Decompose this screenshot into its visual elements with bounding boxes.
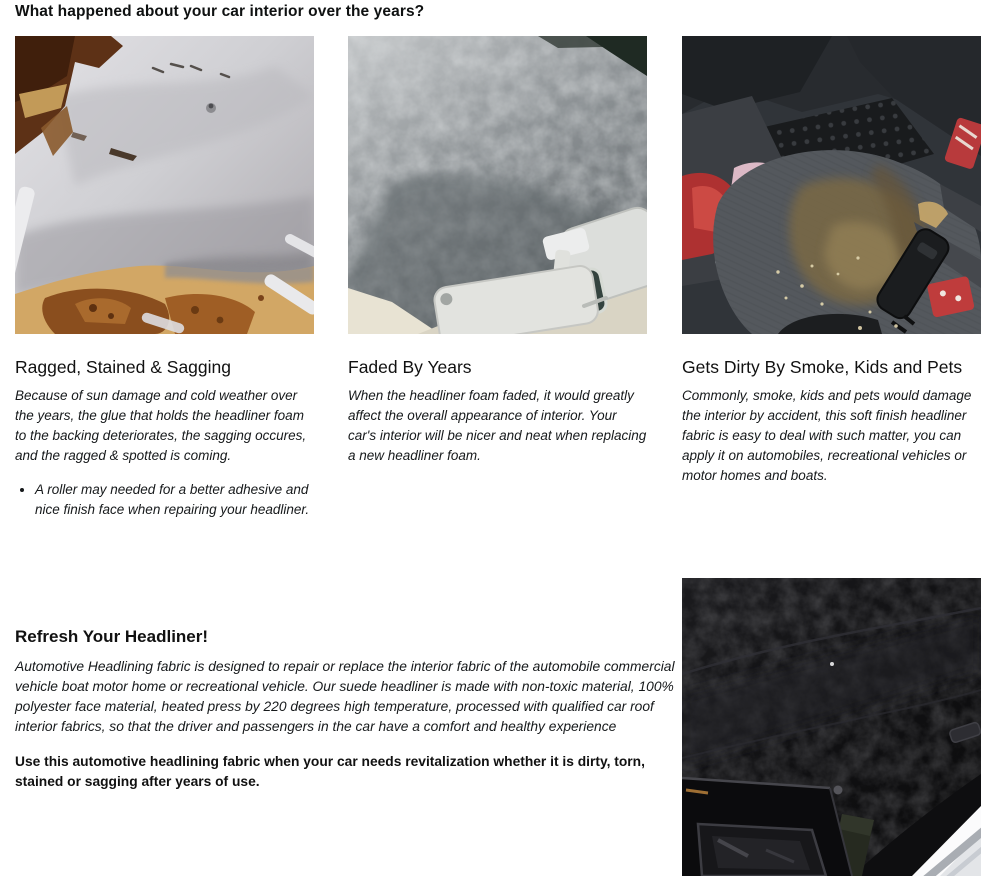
column-body: When the headliner foam faded, it would greatly affect the overall appearance of interior. Your car's interior will be nicer and neat when replacing a new headliner foam. <box>348 388 647 463</box>
black-suede-headliner-image <box>682 578 981 876</box>
bullet-item: • A roller may needed for a better adhesive and nice finish face when repairing your headliner. <box>35 480 314 520</box>
refresh-section <box>15 627 682 792</box>
column-heading: Gets Dirty By Smoke, Kids and Pets <box>682 357 963 377</box>
page-title: What happened about your car interior over the years? <box>15 3 425 20</box>
refresh-body: Automotive Headlining fabric is designed to repair or replace the interior fabric of the automobile commercial vehicle boat motor home or recreational vehicle. Our suede headliner is made with non-toxic material, 100% polyester face material, heated press by 220 degrees high temperature, processed with qualified car roof interior fabrics, so that the driver and passengers in the car have a comfort and healthy experience <box>15 659 675 734</box>
column-bullet-list <box>15 480 314 520</box>
column-body: Because of sun damage and cold weather over the years, the glue that holds the headliner foam to the backing deteriorates, the sagging occures, and the ragged & spotted is coming. <box>15 388 307 463</box>
column-faded-by-years <box>348 36 647 466</box>
refresh-emphasis: Use this automotive headlining fabric when your car needs revitalization whether it is dirty, torn, stained or sagging after years of use. <box>15 754 645 789</box>
column-heading: Faded By Years <box>348 357 472 377</box>
faded-headliner-image <box>348 36 647 334</box>
column-gets-dirty <box>682 36 981 486</box>
column-heading: Ragged, Stained & Sagging <box>15 357 231 377</box>
column-body: Commonly, smoke, kids and pets would damage the interior by accident, this soft finish headliner fabric is easy to deal with such matter, you can apply it on automobiles, recreational vehicles or motor homes and boats. <box>682 388 972 483</box>
dirty-seat-image <box>682 36 981 334</box>
ragged-headliner-image <box>15 36 314 334</box>
refresh-heading: Refresh Your Headliner! <box>15 627 209 646</box>
column-ragged-stained-sagging <box>15 36 314 520</box>
